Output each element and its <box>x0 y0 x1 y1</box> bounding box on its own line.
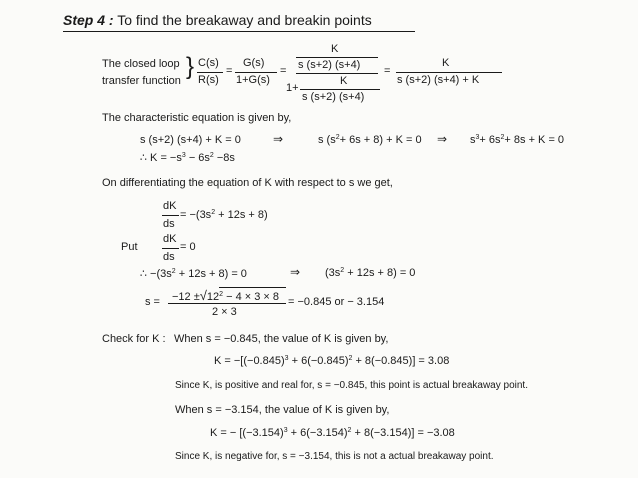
tf-one-plus-gs: 1+G(s) <box>236 74 270 86</box>
tf-eq3: = <box>384 65 391 77</box>
char-eq-e3: $s^3+ 6s^2+ 8s + K = 0$ <box>470 134 565 146</box>
char-eq-k-line: ∴ $K = -s^3 - 6s^2 -8s$ <box>140 152 235 164</box>
tf-rs: R(s) <box>198 74 219 86</box>
tf-res-den: s (s+2) (s+4) + K <box>397 74 480 86</box>
diff-intro: On differentiating the equation of K with respect to s we get, <box>102 177 393 189</box>
tf-frac1-line <box>197 72 223 73</box>
tf-label-line1: The closed loop <box>102 58 180 70</box>
tf-label-line2: transfer function <box>102 75 181 87</box>
diff-ds: ds <box>163 218 175 230</box>
tf-frac3-bot-line <box>300 89 380 90</box>
tf-eq1: = <box>226 65 233 77</box>
diff-arrow: ⇒ <box>290 265 301 279</box>
char-eq-intro: The characteristic equation is given by, <box>102 112 292 124</box>
tf-brace: } <box>186 53 195 80</box>
check-note1: Since K, is positive and real for, s = −0.845, this point is actual breakaway point. <box>175 380 528 391</box>
diff-den: 2 × 3 <box>212 306 237 318</box>
diff-eq0: = 0 <box>180 241 196 253</box>
tf-frac3-top-line <box>296 57 378 58</box>
tf-k-mid: K <box>340 75 348 87</box>
tf-one-plus: 1+ <box>286 82 299 94</box>
tf-gs: G(s) <box>243 57 265 69</box>
tf-s-top: s (s+2) (s+4) <box>298 59 361 71</box>
check-note2: Since K, is negative for, s = −3.154, this is not a actual breakaway point. <box>175 451 494 462</box>
diff-result: = −0.845 or − 3.154 <box>288 296 385 308</box>
diff-therefore: ∴ $-(3s^2 + 12s + 8) = 0$ <box>140 268 247 280</box>
step-label: Step 4 : <box>63 12 114 28</box>
check-k1: $K = -[(-0.845)^3 + 6(-0.845)^2 + 8(-0.845)] = 3.08$ <box>214 355 450 367</box>
step-title: To find the breakaway and breakin points <box>117 12 372 28</box>
check-text2: When s = −3.154, the value of K is given by, <box>175 404 390 416</box>
diff-s-eq: s = <box>145 296 160 308</box>
diff-rhs: = $-(3s^2 + 12s + 8)$ <box>180 209 268 221</box>
char-eq-arrow1: ⇒ <box>273 132 284 146</box>
tf-frac4-line <box>396 72 502 73</box>
check-text1: When s = −0.845, the value of K is given by, <box>174 333 389 345</box>
diff-ds2: ds <box>163 251 175 263</box>
check-label: Check for K : <box>102 333 166 345</box>
tf-k-top: K <box>331 43 339 55</box>
tf-frac3-main-line <box>296 73 378 74</box>
diff-put: Put <box>121 241 138 253</box>
tf-s-bot: s (s+2) (s+4) <box>302 91 365 103</box>
diff-numerator: $-12 \pm√12^2 - 4 \times 3 \times 8$ <box>172 288 280 303</box>
check-k2: K = − $[(-3.154)^3 + 6(-3.154)^2 + 8(-3.154)] = -3.08$ <box>210 427 455 439</box>
diff-frac1-line <box>162 215 179 216</box>
tf-eq2: = <box>280 65 287 77</box>
diff-dk: dK <box>163 200 177 212</box>
char-eq-arrow2: ⇒ <box>437 132 448 146</box>
char-eq-e1: s (s+2) (s+4) + K = 0 <box>140 134 241 146</box>
diff-frac2-line <box>162 248 179 249</box>
tf-cs: C(s) <box>198 57 219 69</box>
diff-sqrt-bar <box>219 287 286 288</box>
tf-frac2-line <box>235 72 277 73</box>
diff-dk2: dK <box>163 233 177 245</box>
step-heading <box>63 12 372 28</box>
diff-frac3-line <box>168 303 286 304</box>
tf-k-res: K <box>442 57 450 69</box>
diff-quad: $(3s^2 + 12s + 8) = 0$ <box>325 267 416 279</box>
heading-underline <box>63 31 415 32</box>
char-eq-e2: s $(s^2+ 6s + 8) + K = 0$ <box>318 134 422 146</box>
